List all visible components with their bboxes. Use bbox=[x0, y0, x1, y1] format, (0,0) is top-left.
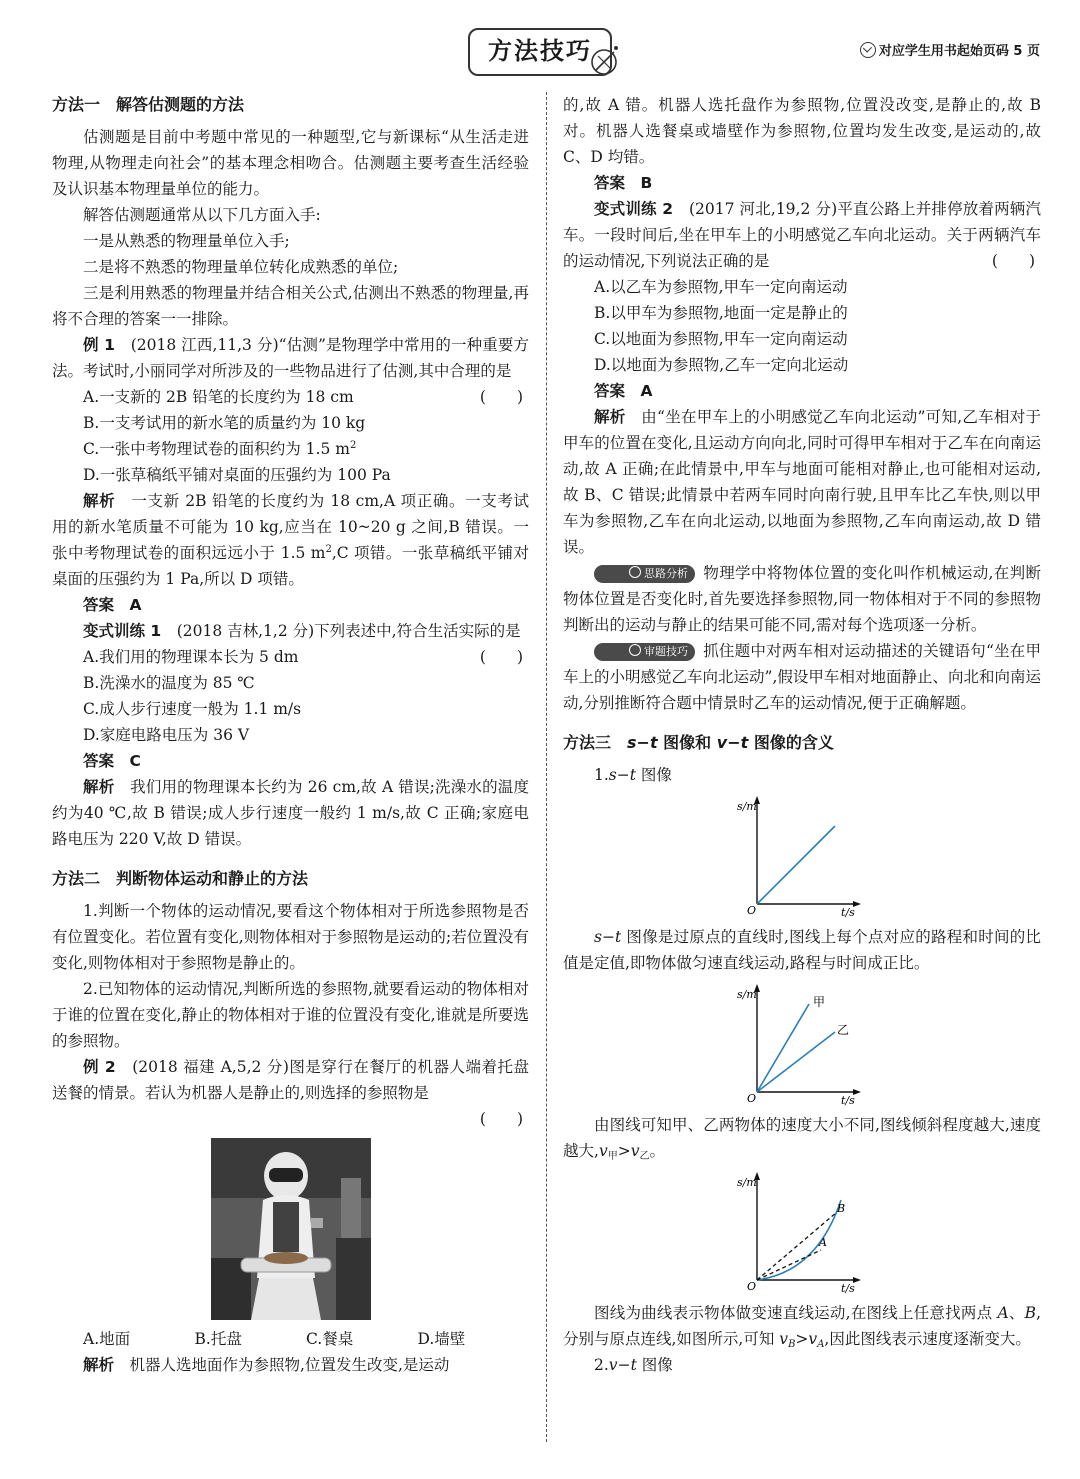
heading-part: t bbox=[629, 766, 636, 784]
answer-value: C bbox=[129, 752, 141, 770]
st-graph-2 bbox=[563, 980, 1041, 1108]
st-graph-heading bbox=[563, 762, 1041, 788]
vt-graph-heading bbox=[563, 1352, 1041, 1378]
explanation-text: 我们用的物理课本长约为 26 cm,故 A 错误;洗澡水的温度约为40 ℃,故 B 错误;成人步行速度一般约 1 m/s,故 C 正确;家庭电路电压为 220 V,故 D 错误。 bbox=[52, 778, 529, 848]
answer-paren-line bbox=[52, 1106, 529, 1132]
paragraph-text: ,分别与原点连线,如图所示,可知 bbox=[563, 1304, 1041, 1348]
math-var: A bbox=[997, 1304, 1009, 1322]
heading-part: t bbox=[630, 1356, 637, 1374]
title-part: 图像和 bbox=[657, 733, 717, 752]
example-1-explanation bbox=[52, 488, 529, 592]
example-1-option-c bbox=[52, 436, 529, 462]
heading-part: 2. bbox=[594, 1356, 609, 1374]
paragraph-text: 图像是过原点的直线时,图线上每个点对应的路程和时间的比值是定值,即物体做匀速直线运动,路程与时间成正比。 bbox=[563, 928, 1041, 972]
example-2-explanation bbox=[52, 1352, 529, 1378]
magnifier-icon bbox=[629, 644, 641, 656]
answer-label: 答案 bbox=[594, 174, 626, 192]
page-header bbox=[0, 0, 1080, 80]
example-1-label: 例 1 bbox=[83, 336, 115, 354]
variant-2-option-c: C.以地面为参照物,甲车一定向南运动 bbox=[594, 330, 848, 348]
math-var: v bbox=[630, 1142, 640, 1160]
variant-2-explanation bbox=[563, 404, 1041, 560]
example-2-text: (2018 福建 A,5,2 分)图是穿行在餐厅的机器人端着托盘送餐的情景。若认为机器人是静止的,则选择的参照物是 bbox=[52, 1058, 529, 1102]
page-reference-text: 对应学生用书起始页码 5 页 bbox=[878, 44, 1040, 59]
answer-value: B bbox=[640, 174, 653, 192]
section-title: 方法技巧 bbox=[468, 28, 612, 76]
example-2-option-c: C.餐桌 bbox=[306, 1330, 354, 1348]
explanation-label: 解析 bbox=[83, 1356, 115, 1374]
heading-part: 图像 bbox=[636, 766, 672, 784]
origin-label: O bbox=[747, 1092, 757, 1105]
explanation-label: 解析 bbox=[594, 408, 626, 426]
method-1-paragraph: 一是从熟悉的物理量单位入手; bbox=[83, 232, 290, 250]
explanation-text: 一支新 2B 铅笔的长度约为 18 cm,A 项正确。一支考试用的新水笔质量不可能为 10 kg,应当在 10~20 g 之间,B 错误。一张中考物理试卷的面积远远小于 1.5 m bbox=[52, 492, 529, 562]
example-1-option-d: D.一张草稿纸平铺对桌面的压强约为 100 Pa bbox=[83, 466, 391, 484]
example-1-option-b: B.一支考试用的新水笔的质量约为 10 kg bbox=[83, 414, 366, 432]
tag-label: 审题技巧 bbox=[644, 645, 688, 658]
explanation-label: 解析 bbox=[83, 492, 116, 510]
line-yi bbox=[757, 1032, 835, 1092]
uniform-motion-line bbox=[757, 826, 835, 904]
example-1-option-a: A.一支新的 2B 铅笔的长度约为 18 cm bbox=[83, 388, 354, 406]
method-1-paragraph: 解答估测题通常从以下几方面入手: bbox=[83, 206, 321, 224]
variant-1-answer bbox=[52, 748, 529, 774]
explanation-text: 机器人选地面作为参照物,位置发生改变,是运动 bbox=[129, 1356, 450, 1374]
subscript: A bbox=[817, 1339, 825, 1350]
heading-part: 图像 bbox=[636, 1356, 673, 1374]
check-circle-icon bbox=[860, 42, 876, 58]
label-yi: 乙 bbox=[837, 1023, 850, 1037]
example-1-answer bbox=[52, 592, 529, 618]
method-2-paragraph: 2.已知物体的运动情况,判断所选的参照物,就要看运动的物体相对于谁的位置在变化,静止的物体相对于谁的位置没有变化,谁就是所要选的参照物。 bbox=[52, 980, 529, 1050]
y-axis-label: s/m bbox=[737, 988, 757, 1001]
st-graph-2-svg bbox=[737, 980, 867, 1107]
answer-paren: ( ) bbox=[479, 388, 523, 406]
compass-decoration-icon bbox=[588, 42, 624, 78]
thinking-analysis-text: 物理学中将物体位置的变化叫作机械运动,在判断物体位置是否变化时,首先要选择参照物,同一物体相对于不同的参照物判断出的运动与静止的结果可能不同,需对每个选项逐一分析。 bbox=[563, 564, 1041, 634]
restaurant-robot-photo bbox=[211, 1138, 371, 1320]
method-1-paragraph: 估测题是目前中考题中常见的一种题型,它与新课标“从生活走进物理,从物理走向社会”的基本理念相吻合。估测题主要考查生活经验及认识基本物理量单位的能力。 bbox=[52, 128, 529, 198]
origin-label: O bbox=[747, 1280, 757, 1293]
variant-1-option-b: B.洗澡水的温度为 85 ℃ bbox=[83, 674, 255, 692]
method-1-paragraph: 二是将不熟悉的物理量单位转化成熟悉的单位; bbox=[83, 258, 399, 276]
x-axis-label: t/s bbox=[841, 906, 855, 919]
point-b-label: B bbox=[837, 1202, 846, 1215]
heading-part: 1. bbox=[594, 766, 609, 784]
subscript: 乙 bbox=[639, 1151, 650, 1162]
example-2-explanation-continued: 的,故 A 错。机器人选托盘作为参照物,位置没改变,是静止的,故 B 对。机器人选餐桌或墙壁作为参照物,位置均发生改变,是运动的,故 C、D 均错。 bbox=[563, 96, 1041, 166]
st-paragraph-3 bbox=[563, 1300, 1041, 1352]
column-divider bbox=[546, 92, 547, 1442]
variant-2 bbox=[563, 196, 1041, 274]
st-graph-3 bbox=[563, 1168, 1041, 1296]
x-axis-label: t/s bbox=[841, 1282, 855, 1295]
st-paragraph-2 bbox=[563, 1112, 1041, 1164]
title-part: v bbox=[716, 733, 728, 752]
paragraph-text: 图线为曲线表示物体做变速直线运动,在图线上任意找两点 bbox=[594, 1304, 998, 1322]
variant-2-option-b: B.以甲车为参照物,地面一定是静止的 bbox=[594, 304, 848, 322]
math-var: v bbox=[779, 1330, 789, 1348]
y-axis-label: s/m bbox=[737, 1176, 757, 1189]
variant-2-text: (2017 河北,19,2 分)平直公路上并排停放着两辆汽车。一段时间后,坐在甲车上的小明感觉乙车向北运动。关于两辆汽车的运动情况,下列说法正确的是 bbox=[563, 200, 1041, 270]
answer-paren: ( ) bbox=[479, 648, 523, 666]
title-part: t bbox=[649, 733, 658, 752]
title-part: − bbox=[727, 733, 741, 752]
math-sym: − bbox=[601, 928, 615, 946]
subscript: 甲 bbox=[607, 1151, 618, 1162]
line-jia bbox=[757, 1004, 809, 1092]
answer-value: A bbox=[640, 382, 653, 400]
magnifier-icon bbox=[629, 566, 641, 578]
title-part: t bbox=[740, 733, 749, 752]
variant-1-text: (2018 吉林,1,2 分)下列表述中,符合生活实际的是 bbox=[176, 622, 521, 640]
explanation-label: 解析 bbox=[83, 778, 115, 796]
math-sym: > bbox=[617, 1142, 631, 1160]
math-var: B bbox=[1024, 1304, 1037, 1322]
superscript: 2 bbox=[349, 440, 357, 451]
page-reference bbox=[860, 42, 1040, 61]
math-var: t bbox=[614, 928, 622, 946]
math-var: v bbox=[598, 1142, 608, 1160]
point-a-label: A bbox=[819, 1236, 827, 1249]
answer-value: A bbox=[129, 596, 142, 614]
origin-label: O bbox=[747, 904, 757, 917]
answer-paren: ( ) bbox=[991, 252, 1035, 270]
st-graph-1-svg bbox=[737, 792, 867, 919]
heading-part: − bbox=[616, 766, 630, 784]
math-var: s bbox=[594, 928, 602, 946]
example-2-label: 例 2 bbox=[83, 1058, 116, 1076]
title-part: − bbox=[636, 733, 650, 752]
method-1-paragraph: 三是利用熟悉的物理量并结合相关公式,估测出不熟悉的物理量,再将不合理的答案一一排除。 bbox=[52, 284, 529, 328]
math-sym: 、 bbox=[1008, 1304, 1025, 1322]
tag-label: 思路分析 bbox=[644, 567, 688, 580]
st-paragraph-1 bbox=[563, 924, 1041, 976]
method-2-title: 方法二 判断物体运动和静止的方法 bbox=[52, 869, 309, 888]
paragraph-text: 由图线可知甲、乙两物体的速度大小不同,图线倾斜程度越大,速度越大, bbox=[563, 1116, 1041, 1160]
reading-tip-tag bbox=[594, 643, 695, 661]
explanation-text: 由“坐在甲车上的小明感觉乙车向北运动”可知,乙车相对于甲车的位置在变化,且运动方向向北,同时可得甲车相对于乙车在向南运动,故 A 正确;在此情景中,甲车与地面可能相对静止,也可能相对运动,故 B、C 错误;此情景中若两车同时向南行驶,且甲车比乙车快,则以甲车为参照物,乙车在向北运动,以地面为参照物,乙车向南运动,故 D 错误。 bbox=[563, 408, 1041, 556]
thinking-analysis bbox=[563, 560, 1041, 638]
thinking-analysis-tag bbox=[594, 565, 695, 583]
math-sym: 。 bbox=[649, 1142, 665, 1160]
left-column bbox=[52, 92, 529, 1378]
title-part: 方法三 bbox=[563, 733, 628, 752]
reading-tip-text: 抓住题中对两车相对运动描述的关键语句“坐在甲车上的小明感觉乙车向北运动”,假设甲车相对地面静止、向北和向南运动,分别推断符合题中情景时乙车的运动情况,便于正确解题。 bbox=[563, 642, 1041, 712]
math-var: v bbox=[808, 1330, 818, 1348]
variant-2-option-a: A.以乙车为参照物,甲车一定向南运动 bbox=[594, 278, 848, 296]
example-2-option-b: B.托盘 bbox=[194, 1330, 242, 1348]
answer-label: 答案 bbox=[83, 752, 115, 770]
method-2-paragraph: 1.判断一个物体的运动情况,要看这个物体相对于所选参照物是否有位置变化。若位置有变化,则物体相对于参照物是运动的;若位置没有变化,则物体相对于参照物是静止的。 bbox=[52, 902, 529, 972]
variant-1-option-c: C.成人步行速度一般为 1.1 m/s bbox=[83, 700, 302, 718]
paragraph-text: ,因此图线表示速度逐渐变大。 bbox=[824, 1330, 1031, 1348]
title-part: 图像的含义 bbox=[748, 733, 834, 752]
y-axis-label: s/m bbox=[737, 800, 757, 813]
variant-2-label: 变式训练 2 bbox=[594, 200, 674, 218]
example-1-text: (2018 江西,11,3 分)“估测”是物理学中常用的一种重要方法。考试时,小丽同学对所涉及的一些物品进行了估测,其中合理的是 bbox=[52, 336, 529, 380]
title-part: s bbox=[627, 733, 637, 752]
explanation-text: ,C 项错。一张草稿纸平铺对桌面的压强约为 1 Pa,所以 D 项错。 bbox=[52, 544, 529, 588]
variant-1-explanation bbox=[52, 774, 529, 852]
option-c-text: C.一张中考物理试卷的面积约为 1.5 m bbox=[83, 440, 350, 458]
subscript: B bbox=[788, 1339, 796, 1350]
example-2-options bbox=[52, 1326, 529, 1352]
answer-label: 答案 bbox=[83, 596, 115, 614]
st-graph-3-svg bbox=[737, 1168, 867, 1295]
dashed-line-a bbox=[757, 1250, 821, 1280]
answer-paren: ( ) bbox=[479, 1110, 523, 1128]
right-column bbox=[563, 92, 1041, 1378]
math-sym: > bbox=[795, 1330, 809, 1348]
superscript: 2 bbox=[325, 544, 332, 555]
variant-1-label: 变式训练 1 bbox=[83, 622, 162, 640]
heading-part: − bbox=[617, 1356, 631, 1374]
accelerating-curve bbox=[757, 1200, 841, 1280]
example-2-option-a: A.地面 bbox=[83, 1330, 131, 1348]
variant-1-option-d: D.家庭电路电压为 36 V bbox=[83, 726, 250, 744]
example-2-answer bbox=[563, 170, 1041, 196]
x-axis-label: t/s bbox=[841, 1094, 855, 1107]
heading-part: v bbox=[608, 1356, 618, 1374]
heading-part: s bbox=[608, 766, 617, 784]
reading-tip bbox=[563, 638, 1041, 716]
method-1-title: 方法一 解答估测题的方法 bbox=[52, 95, 245, 114]
label-jia: 甲 bbox=[813, 995, 826, 1009]
example-2 bbox=[52, 1054, 529, 1106]
method-3-title bbox=[563, 730, 1041, 756]
variant-1-option-a: A.我们用的物理课本长为 5 dm bbox=[83, 648, 299, 666]
answer-label: 答案 bbox=[594, 382, 626, 400]
example-2-option-d: D.墙壁 bbox=[417, 1330, 466, 1348]
st-graph-1 bbox=[563, 792, 1041, 920]
variant-2-option-d: D.以地面为参照物,乙车一定向北运动 bbox=[594, 356, 849, 374]
variant-2-answer bbox=[563, 378, 1041, 404]
